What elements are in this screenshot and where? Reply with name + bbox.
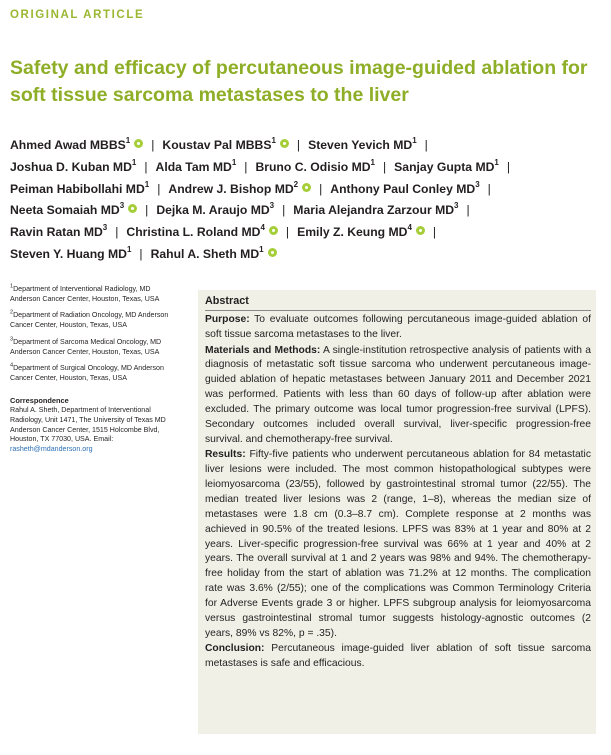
author-separator: |: [144, 159, 148, 174]
author-name: Koustav Pal MBBS$^1$: [162, 138, 289, 152]
author-line: [10, 179, 605, 201]
abstract-box: [198, 290, 596, 734]
affiliation-marker: 1: [271, 135, 276, 145]
author-name: Anthony Paul Conley $MD^3$: [330, 179, 480, 196]
author-name: Maria Alejandra Zarzour $MD^3$: [293, 201, 459, 218]
correspondence-heading: Correspondence: [10, 395, 69, 405]
author-name: Sanjay Gupta $MD^1$: [394, 157, 499, 174]
affiliation-marker: 1: [259, 244, 264, 254]
author-name: Emily Z. Keung $MD^4$: [297, 225, 425, 239]
author-separator: |: [424, 138, 428, 152]
affiliation-marker: 3: [269, 201, 275, 211]
affiliation-2: $^2$Department of Radiation Oncology, MD Anderson Cancer Center, Houston, Texas, USA: [10, 310, 169, 330]
author-separator: |: [432, 225, 437, 240]
abstract-conclusion: Conclusion: Percutaneous image-guided liver ablation of soft tissue sarcoma metastases is safe and efficacious.: [205, 643, 591, 670]
affiliation-marker: 1: [144, 179, 150, 189]
author-separator: |: [487, 181, 491, 196]
author-line: [10, 200, 605, 222]
affiliation-marker: 1: [231, 157, 237, 167]
author-line: [10, 222, 605, 244]
orcid-icon[interactable]: [134, 139, 143, 148]
affiliations: [10, 285, 182, 455]
abstract-heading: Abstract: [205, 295, 249, 307]
author-name: Dejka M. Araujo $MD^3$: [156, 201, 275, 218]
author-separator: |: [115, 225, 119, 240]
article-type-label: ORIGINAL ARTICLE: [10, 9, 145, 21]
affiliation-marker: 3: [102, 223, 108, 233]
orcid-icon[interactable]: [268, 248, 277, 257]
author-name: Peiman Habibollahi $MD^1$: [10, 179, 150, 196]
author-separator: |: [157, 181, 161, 196]
abstract-results: Results: Fifty-five patients who underwent percutaneous ablation for 84 metastatic liver lesions were included. The most common histopathological subtypes were leiomyosarcoma (23/55), followed by gastrointestinal stromal tumor (22/55). The median treated liver lesions was 2 (range, 1–8), whereas the median size of metastases were 1.8 cm (0.3–8.7 cm). Complete response at 2 months was achieved in 90.5% of the treated lesions. LPFS was 83% at 1 year and 80% at 2 years. Liver-specific progression-free survival was 66% at 1 year and 40% at 2 years. The overall survival at 1 and 2 years was 98% and 94%. The chemotherapy-free holiday from the start of ablation was 71.2% at 12 months. The complication rate was 3.6% (2/55); one of the complications was Common Terminology Criteria for Adverse Events grade 3 or higher. LPFS subgroup analysis for leiomyosarcoma versus gastrointestinal stromal tumor suggests histology-agnostic outcomes (2 years, 89% vs 82%, p = .35).: [205, 449, 591, 639]
author-name: Steven Y. Huang $MD^1$: [10, 244, 132, 261]
orcid-icon[interactable]: [128, 204, 137, 213]
orcid-icon[interactable]: [280, 139, 289, 148]
author-separator: |: [244, 159, 248, 174]
affiliation-marker: 1: [131, 157, 137, 167]
affiliation-4: $^4$Department of Surgical Oncology, MD Anderson Cancer Center, Houston, Texas, USA: [10, 362, 164, 382]
author-name: Ravin Ratan $MD^3$: [10, 223, 108, 240]
author-separator: |: [285, 225, 290, 240]
author-list: [10, 135, 605, 266]
author-name: Andrew J. Bishop $MD^2$: [168, 182, 311, 196]
correspondence-email-link[interactable]: rasheth@mdanderson.org: [10, 445, 93, 454]
article-title: Safety and efficacy of percutaneous image-guided ablation for soft tissue sarcoma metastases to the liver: [10, 57, 588, 106]
affiliation-marker: 4: [407, 223, 412, 233]
orcid-icon[interactable]: [302, 183, 311, 192]
author-separator: |: [296, 138, 301, 152]
affiliation-marker: 3: [475, 179, 480, 189]
author-separator: |: [383, 159, 387, 174]
author-name: Bruno C. Odisio $MD^1$: [255, 157, 375, 174]
abstract-divider: [205, 310, 591, 311]
correspondence-text: Rahul A. Sheth, Department of Interventional Radiology, Unit 1471, The University of Texas MD Anderson Cancer Center, 1515 Holcombe Blvd, Houston, TX 77030, USA. Email: rasheth@mdanderson.org: [10, 406, 166, 454]
affiliation-1: $^1$Department of Interventional Radiology, MD Anderson Cancer Center, Houston, Texas, USA: [10, 283, 160, 303]
affiliation-marker: 1: [494, 157, 499, 167]
abstract-methods: Materials and Methods: A single-institution retrospective analysis of patients with a diagnosis of metastatic soft tissue sarcoma who underwent percutaneous image-guided ablation of hepatic metastases between January 2011 and December 2021 was performed. Patients with less than 60 days of follow-up after ablation were excluded. The primary outcome was local tumor progression-free survival (LPFS). Secondary outcomes included overall survival, liver-specific progression-free survival. and chemotherapy-free survival.: [205, 344, 591, 445]
affiliation-marker: 1: [126, 244, 132, 254]
author-name: Joshua D. Kuban $MD^1$: [10, 157, 137, 174]
affiliation-marker: 1: [125, 135, 131, 145]
affiliation-marker: 3: [454, 201, 459, 211]
affiliation-marker: 1: [370, 157, 375, 167]
abstract-purpose: Purpose: To evaluate outcomes following percutaneous image-guided ablation of soft tissue sarcoma metastases to the liver.: [205, 313, 591, 340]
orcid-icon[interactable]: [416, 226, 425, 235]
email-label: Email:: [93, 435, 114, 444]
affiliation-marker: 2: [293, 179, 299, 189]
author-name: Neeta Somaiah $MD^3$: [10, 203, 137, 217]
author-separator: |: [145, 203, 149, 218]
author-line: [10, 244, 605, 266]
author-separator: |: [506, 159, 511, 174]
author-name: Steven Yevich $MD^1$: [308, 135, 417, 152]
affiliation-3: $^3$Department of Sarcoma Medical Oncology, MD Anderson Cancer Center, Houston, Texas, USA: [10, 336, 162, 356]
author-name: Ahmed Awad MBBS$^1$: [10, 138, 143, 152]
author-separator: |: [151, 138, 155, 152]
orcid-icon[interactable]: [269, 226, 278, 235]
author-name: Christina L. Roland $MD^4$: [126, 225, 278, 239]
author-line: [10, 135, 605, 157]
author-name: Alda Tam $MD^1$: [155, 157, 237, 174]
affiliation-marker: 3: [119, 201, 125, 211]
affiliation-marker: 4: [260, 223, 265, 233]
author-name: Rahul A. Sheth $MD^1$: [151, 247, 277, 261]
author-line: [10, 157, 605, 179]
affiliation-marker: 1: [412, 135, 417, 145]
author-separator: |: [466, 203, 470, 218]
author-separator: |: [319, 181, 323, 196]
author-separator: |: [282, 203, 286, 218]
author-separator: |: [139, 246, 143, 261]
